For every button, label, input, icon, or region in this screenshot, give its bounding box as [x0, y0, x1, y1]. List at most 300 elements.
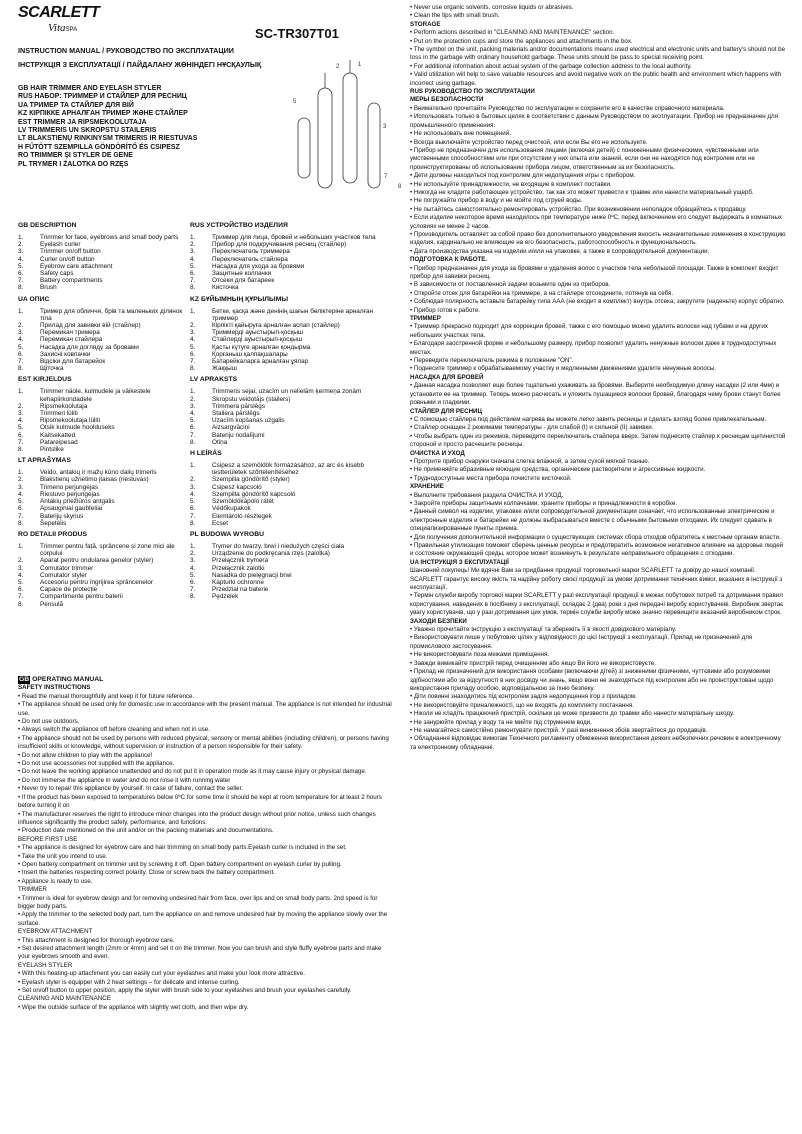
item-number: 6. [18, 431, 24, 439]
description-item [18, 417, 190, 424]
item-number: 2. [190, 395, 196, 403]
description-item [190, 241, 390, 248]
description-item [18, 579, 190, 586]
description-item [190, 498, 390, 505]
description-item [18, 424, 190, 431]
description-item [18, 248, 190, 255]
svg-text:1: 1 [358, 62, 362, 68]
description-item [190, 308, 390, 322]
item-number: 4. [18, 490, 24, 498]
item-text: Baterijų skyrius [40, 512, 84, 520]
item-text: Przełącznik trymera [212, 557, 269, 565]
item-text: Pensulă [40, 600, 64, 608]
manual-line: UA ІНСТРУКЦІЯ З ЕКСПЛУАТАЦІЇ [410, 558, 509, 566]
item-number: 6. [190, 424, 196, 432]
manual-line: • Valid utilization will help to save valuable resources and avoid negative work on the public health and environment which happens with incorrect using garbage. [410, 71, 782, 87]
description-item [18, 572, 190, 579]
description-item [190, 572, 390, 579]
manual-line: • Ніколи не кладіть працюючий пристрій, оскільки це може призвести до травми або нанести матеріальну шкоду. [410, 710, 735, 718]
item-number: 8. [190, 593, 196, 601]
product-name: LV TRIMMERIS UN SKROPSTU STAILERIS [18, 127, 157, 135]
svg-text:7: 7 [384, 174, 388, 180]
manual-line: • Set desired attachment length (2mm or 4mm) and set it on the trimmer. Now you can brush and style fluffy eyebrow parts and make your eyebrows smooth and even. [18, 945, 382, 961]
item-number: 1. [18, 469, 24, 477]
gb-badge: GB [19, 676, 30, 683]
description-section [190, 376, 390, 446]
section-title: RO DETALII PRODUS [18, 530, 87, 538]
svg-text:2: 2 [336, 64, 340, 70]
product-name: EST TRIMMER JA RIPSMEKOOLUTAJA [18, 118, 147, 126]
manual-line: • Прилад не призначений для використання особами (включаючи дітей) зі зниженими фізичними, чуттєвими або розумовими здібностями або за відсутності в них досвіду чи знань, якщо вони не знаходяться під контролем або не проінструктовані щодо використання приладу особою, відповідальною за їхню безпеку. [410, 668, 774, 692]
item-number: 2. [18, 557, 24, 565]
description-section [18, 457, 190, 527]
manual-line: • Trimmer is ideal for eyebrow design and for removing undesired hair from face, over lips and on small body parts. 2nd speed is for bigger body parts. [18, 894, 378, 910]
description-item [190, 579, 390, 586]
description-item [18, 520, 190, 527]
manual-line: • Чтобы выбрать один из режимов, переведите переключатель стайлера вверх. Затем поднесите стайлер к ресницам щетинистой стороной и просто расчешите ресницы. [410, 432, 786, 449]
right-column [410, 4, 786, 752]
item-text: Прилад для завивки вій (стайлер) [40, 322, 141, 330]
manual-line: • Прибор предназначен для ухода за бровями и удаления волос с участков тела небольшой площади. Также в комплект входит прибор для завивки ресниц. [410, 264, 779, 280]
manual-line: • Never try to repair this appliance by yourself. In case of failure, contact the seller. [18, 785, 244, 793]
description-item [18, 565, 190, 572]
model-number: SC-TR307T01 [255, 26, 339, 41]
item-text: Capace de protecție [40, 586, 98, 594]
item-number: 3. [18, 329, 24, 337]
description-item [18, 241, 190, 248]
item-text: Pintslike [40, 446, 64, 454]
description-item [190, 388, 390, 395]
description-section [190, 222, 390, 292]
item-number: 4. [190, 564, 196, 572]
item-text: Csipesz a szemöldök formázásához, az arc és kisebb testterületek szőrtelenítéséhez [212, 462, 365, 477]
item-text: Antakių priežiūros antgalis [40, 498, 115, 506]
item-number: 7. [18, 438, 24, 446]
description-item [18, 484, 190, 491]
description-item [18, 446, 190, 453]
manual-line: СТАЙЛЕР ДЛЯ РЕСНИЦ [410, 407, 483, 415]
item-text: Триммер для лица, бровей и небольших участков тела [212, 234, 376, 241]
item-text: Қасты күтуге арналған қондырма [212, 343, 311, 351]
description-item [18, 476, 190, 483]
item-number: 1. [190, 388, 196, 396]
brand-logo [18, 4, 99, 36]
manual-line: STORAGE [410, 20, 441, 28]
item-text: Przedział na baterie [212, 586, 269, 594]
item-number: 5. [18, 262, 24, 270]
section-title: LV APRAKSTS [190, 376, 238, 384]
item-number: 2. [18, 476, 24, 484]
manual-line: • Данный символ на изделии, упаковке и/или сопроводительной документации означает, что использованные электрические и электронные изделия и батарейки не должны выбрасываться вместе с обычными бытовыми отходами. Их следует сдавать в специализированные пункты приема. [410, 508, 775, 533]
manual-line: • Дата производства указана на изделии и/или на упаковке, а также в сопроводительной документации. [410, 247, 710, 255]
safety-heading: SAFETY INSTRUCTIONS [18, 684, 91, 692]
item-text: Захисні ковпачки [40, 350, 91, 358]
item-text: Szemöldökápoló rátét [212, 498, 274, 506]
item-text: Переключатель стайлера [212, 255, 288, 263]
item-number: 2. [190, 241, 196, 249]
item-text: Кисточка [212, 284, 239, 292]
manual-line: • Put on the protection cups and store the appliances and attachments in the box. [410, 37, 633, 45]
item-text: Переключатель триммера [212, 248, 290, 256]
item-text: Перемикач стайлера [40, 336, 103, 344]
item-text: Trimmer näole, kulmudele ja väikestele kehapiirkondadele [40, 388, 151, 403]
manual-line: • Благодаря заостренной форме и небольшому размеру, прибор позволит удалить ненужные волоски даже в труднодоступных местах. [410, 340, 777, 356]
item-number: 4. [190, 410, 196, 418]
manual-line: • Do not immerse the appliance in water and do not rinse it with running water [18, 776, 231, 784]
manual-line: • Insert the batteries respecting correct polarity. Close or screw back the battery compartment. [18, 869, 275, 877]
item-text: Trimmera pārslēgs [212, 402, 266, 410]
description-item [190, 256, 390, 263]
manual-line: • Не намагайтеся самостійно ремонтувати пристрій. У разі виникнення збоїв звертайтеся до продавців. [410, 726, 708, 734]
manual-line: • Переведите переключатель режима в положение "ON". [410, 357, 574, 365]
item-text: Trimerio perjungėjas [40, 483, 99, 491]
item-text: Kapturki ochronne [212, 578, 264, 586]
manual-line: • Read the manual thoroughfully and keep it for future reference. [18, 692, 195, 700]
item-number: 2. [18, 241, 24, 249]
item-number: 5. [18, 498, 24, 506]
item-number: 3. [18, 410, 24, 418]
description-item [18, 388, 190, 402]
item-text: Eyebrow care attachment [40, 262, 113, 270]
description-item [18, 344, 190, 351]
description-item [190, 432, 390, 439]
description-item [190, 365, 390, 372]
description-item [190, 513, 390, 520]
description-item [18, 270, 190, 277]
description-item [190, 424, 390, 431]
item-text: Szempilla göndörítő (styler) [212, 476, 290, 484]
item-number: 6. [18, 586, 24, 594]
description-item [190, 396, 390, 403]
manual-line: RUS РУКОВОДСТВО ПО ЭКСПЛУАТАЦИИ [410, 88, 535, 96]
item-text: Бетке, қасқа және денінің шағын бөліктеріне арналған триммер [212, 307, 373, 322]
description-item [190, 344, 390, 351]
item-number: 5. [190, 571, 196, 579]
manual-line: • If the product has been exposed to temperatures below 0ºC for some time it should be kept at room temperature for at least 2 hours before turning it on [18, 793, 382, 810]
description-item [18, 263, 190, 270]
manual-line: • Не використовувати поза межами приміщення. [410, 651, 550, 659]
item-number: 6. [190, 350, 196, 358]
item-text: Compartimente pentru baterii [40, 593, 123, 601]
manual-line: • Take the unit you intend to use. [18, 852, 108, 860]
manual-line: ТРИММЕР [410, 315, 441, 323]
item-number: 1. [18, 388, 24, 396]
item-text: Тример для обличчя, брів та маленьких ділянок тіла [40, 307, 183, 322]
product-name: KZ КІРПІККЕ АРНАЛҒАН ТРИМЕР ЖӘНЕ СТАЙЛЕР [18, 110, 188, 118]
item-number: 3. [18, 483, 24, 491]
manual-line: • Do not allow children to play with the appliance! [18, 751, 153, 759]
description-item [190, 263, 390, 270]
item-text: Szempilla göndörítő kapcsoló [212, 490, 296, 498]
item-text: Elemtároló részlegek [212, 512, 272, 520]
item-number: 6. [190, 270, 196, 278]
item-text: Bateriju nodalījumi [212, 431, 265, 439]
description-item [18, 498, 190, 505]
description-item [18, 403, 190, 410]
description-item [190, 565, 390, 572]
description-item [190, 476, 390, 483]
manual-line: • Прибор готов к работе. [410, 306, 481, 314]
title-line: ІНСТРУКЦІЯ З ЕКСПЛУАТАЦІЇ / ПАЙДАЛАНУ ЖӨНІНДЕГІ НҰСҚАУЛЫҚ [18, 60, 262, 69]
item-number: 4. [18, 336, 24, 344]
item-number: 7. [190, 277, 196, 285]
manual-line: • Не использовать вне помещений. [410, 130, 511, 138]
product-name: RO TRIMMER ŞI STYLER DE GENE [18, 152, 133, 160]
product-illustration [288, 58, 413, 208]
manual-line: • The appliance should be used only for domestic use in accordance with the present manual. The appliance is not intended for industrial use. [18, 701, 392, 717]
manual-line: • Do not use outdoors. [18, 718, 80, 726]
gb-operating-manual [18, 676, 394, 1012]
description-item [190, 484, 390, 491]
item-text: Відсіки для батарейок [40, 358, 106, 366]
gb-manual-header [18, 676, 394, 684]
item-number: 4. [190, 490, 196, 498]
item-text: Apsauginiai gaubteliai [40, 505, 103, 513]
manual-line: CLEANING AND MAINTENANCE [18, 995, 111, 1003]
description-item [190, 336, 390, 343]
item-text: Riestuvo perjungėjas [40, 490, 100, 498]
description-item [18, 234, 190, 241]
item-text: Перемикач тримера [40, 329, 100, 337]
item-text: Защитные колпачки [212, 270, 272, 278]
item-number: 3. [18, 564, 24, 572]
manual-line: • Использовать только в бытовых целях в соответствии с данным Руководством по эксплуатации. Прибор не предназначен для промышленного применения. [410, 113, 778, 129]
item-number: 8. [190, 365, 196, 373]
description-item [18, 513, 190, 520]
item-text: Comutator trimmer [40, 564, 94, 572]
manual-line: • Never use organic solvents, corrosive liquids or abrasives. [410, 4, 574, 11]
description-section [18, 222, 190, 292]
item-number: 2. [190, 550, 196, 558]
description-item [18, 284, 190, 291]
description-item [190, 351, 390, 358]
description-item [18, 593, 190, 600]
item-number: 5. [190, 417, 196, 425]
description-item [190, 491, 390, 498]
description-item [18, 308, 190, 322]
description-section [18, 376, 190, 453]
description-item [190, 284, 390, 291]
manual-line: • Eyelash styler is equipper with 2 heat settings – for delicate and intense curling. [18, 978, 240, 986]
description-item [190, 277, 390, 284]
manual-line: • Никогда не кладите работающее устройство, так как это может привести к травме или нанести материальный ущерб. [410, 188, 754, 196]
svg-text:3: 3 [383, 124, 387, 130]
manual-line: НАСАДКА ДЛЯ БРОВЕЙ [410, 373, 484, 381]
manual-line: • Выполните требования раздела ОЧИСТКА И УХОД. [410, 491, 564, 499]
manual-line: • Always switch the appliance off before cleaning and when not in use. [18, 726, 210, 734]
item-number: 2. [190, 322, 196, 330]
product-name: RUS НАБОР: ТРИММЕР И СТАЙЛЕР ДЛЯ РЕСНИЦ [18, 93, 187, 101]
logo-brand: SCARLETT [18, 4, 100, 21]
item-text: Kaitsekatted [40, 431, 76, 439]
item-text: Aparat pentru ondularea genelor (styler) [40, 557, 154, 565]
item-text: Patareipesad [40, 438, 78, 446]
manual-line: ОЧИСТКА И УХОД [410, 449, 465, 457]
item-text: Safety caps [40, 270, 74, 278]
item-number: 1. [18, 307, 24, 315]
section-title: RUS УСТРОЙСТВО ИЗДЕЛИЯ [190, 222, 288, 229]
section-title: EST KIRJELDUS [18, 376, 72, 384]
item-number: 7. [18, 277, 24, 285]
manual-line: МЕРЫ БЕЗОПАСНОСТИ [410, 96, 484, 104]
description-item [18, 256, 190, 263]
description-item [190, 248, 390, 255]
item-text: Trimmeris sejai, uzacīm un nelielām ķermeņa zonām [212, 388, 362, 396]
item-number: 3. [190, 402, 196, 410]
manual-line: • Обладнання відповідає вимогам Технічного регламенту обмеження використання деяких небезпечних речовин в електричному та електронному обладнанні. [410, 735, 781, 751]
item-number: 8. [18, 284, 24, 292]
manual-line: • Perform actions described in "CLEANING AND MAINTENANCE" section. [410, 29, 615, 37]
item-text: Przełącznik zalotki [212, 564, 265, 572]
manual-line: • Соблюдая полярность вставьте батарейку типа ААА (не входит в комплект) внутрь отсека, закрутите (наденьте) корпус обратно. [410, 298, 785, 306]
item-text: Veido, antakių ir mažų kūno dalių trimeris [40, 469, 157, 477]
manual-line: • Данная насадка позволяет еще более тщательно ухаживать за бровями. Выберите необходимую длину насадки (2 или 4мм) и установите ее на триммер. Теперь можно расчесать и уложить пушащиеся волоски бровей, благодаря чему брови станут более ровными и гладкими. [410, 382, 781, 407]
manual-line: TRIMMER [18, 886, 47, 894]
description-section [190, 531, 390, 601]
item-number: 8. [18, 446, 24, 454]
manual-line: • Всегда выключайте устройство перед очисткой, или если Вы его не используете. [410, 138, 648, 146]
manual-line: EYELASH STYLER [18, 961, 73, 969]
item-text: Щіточка [40, 365, 64, 373]
item-text: Otsik kulmude hoolduseks [40, 424, 115, 432]
manual-line: • Не погружайте прибор в воду и не мойте под струей воды. [410, 197, 583, 205]
section-title: UA ОПИС [18, 295, 50, 303]
manual-line: • Завжди вимикайте пристрій перед очищенням або якщо Ви його не використовуєте. [410, 659, 656, 667]
manual-line: • Clean the tips with small brush. [410, 12, 500, 20]
item-text: Жаққыш [212, 365, 237, 373]
description-item [190, 439, 390, 446]
description-item [18, 469, 190, 476]
product-name: PL TRYMER I ŻALOTKA DO RZĘS [18, 160, 129, 168]
item-text: Battery compartments [40, 277, 103, 285]
item-text: Pędzelek [212, 593, 239, 601]
title-line: INSTRUCTION MANUAL / РУКОВОДСТВО ПО ЭКСПЛУАТАЦИИ [18, 46, 234, 55]
item-text: Отсеки для батареек [212, 277, 275, 285]
item-number: 5. [18, 424, 24, 432]
item-text: Comutator styler [40, 571, 87, 579]
item-text: Védőkupakok [212, 505, 251, 513]
item-text: Trimmer for face, eyebrows and small body parts [40, 234, 179, 241]
item-number: 1. [190, 234, 196, 241]
manual-line: • Використовувати лише у побутових цілях у відповідності до цієї Інструкції з експлуатації. Прилад не призначений для промислового застосування. [410, 634, 753, 650]
manual-line: • Не используйте принадлежности, не входящие в комплект поставки. [410, 180, 612, 188]
logo-spa: SPA [65, 27, 78, 33]
manual-line: • With this heating-up attachment you can easily curl your eyelashes and make your look more attractive. [18, 970, 305, 978]
manual-line: • Откройте отсек для батарейки на триммере, а на стайлере отсоедините, потянув на себя. [410, 289, 674, 297]
item-number: 1. [190, 462, 196, 470]
manual-line: • Стайлер оснащен 2 режимами температуры - для слабой (I) и сильной (II) завивки. [410, 424, 654, 432]
description-item [18, 557, 190, 564]
item-text: Blakstienų užriėtimo įtaisas (riestuvas) [40, 476, 149, 484]
manual-line: • С помощью стайлера под действием нагрева вы можете легко завить ресницы и сделать взгляд более привлекательным. [410, 415, 767, 423]
manual-line: • Если изделие некоторое время находилось при температуре ниже 0ºC, перед включением его следует выдержать в комнатных условиях не менее 2 часов. [410, 214, 783, 230]
item-number: 1. [190, 542, 196, 550]
item-text: Кірпікті қайыруға арналған аспап (стайлер) [212, 322, 340, 330]
product-name: LT BLAKSTIENŲ RINKINYSM TRIMERIS IR RIESTUVAS [18, 135, 198, 143]
manual-line: • Appliance is ready to use. [18, 877, 93, 885]
description-item [18, 543, 190, 557]
item-number: 6. [18, 270, 24, 278]
manual-line: • The appliance should not be used by persons with reduced physical, sensory or mental abilities (including children), or persons having insufficient skills or knowledge, without supervision or instruction of a person responsible for their safety. [18, 734, 389, 751]
item-number: 5. [190, 343, 196, 351]
description-section [18, 296, 190, 373]
item-number: 6. [190, 505, 196, 513]
item-text: Nasadka do pielęgnacji brwi [212, 571, 292, 579]
item-text: Ripsmekoolutaja [40, 402, 88, 410]
description-item [18, 277, 190, 284]
item-text: Trimmeri lüliti [40, 410, 78, 418]
product-name: H FŰTÖTT SZEMPILLA GÖNDÖRÍTŐ ÉS CSIPESZ [18, 143, 180, 151]
description-item [190, 550, 390, 557]
manual-line: • Дети должны находиться под контролем для недопущения игры с прибором. [410, 172, 636, 180]
item-number: 8. [18, 519, 24, 527]
description-item [18, 505, 190, 512]
description-item [190, 557, 390, 564]
manual-line: • Внимательно прочитайте Руководство по эксплуатации и сохраните его в качестве справочного материала. [410, 104, 725, 112]
description-item [18, 439, 190, 446]
description-item [18, 410, 190, 417]
description-item [190, 417, 390, 424]
item-number: 7. [18, 593, 24, 601]
manual-line: • В зависимости от поставленной задачи возьмите один из приборов. [410, 281, 611, 289]
item-number: 5. [190, 262, 196, 270]
item-text: Csipesz kapcsoló [212, 483, 262, 491]
manual-line: • Для получения дополнительной информации о существующих системах сбора отходов обратитесь к местным органам власти. [410, 533, 781, 541]
item-text: Otiņa [212, 438, 228, 446]
manual-line: • This attachment is designed for thorough eyebrow care. [18, 936, 175, 944]
item-text: Brush [40, 284, 57, 292]
manual-line: • The manufacturer reserves the right to introduce minor changes into the product design without prior notice, unless such changes influence significantly the product safety, performance, and functions. [18, 810, 376, 826]
item-number: 3. [18, 248, 24, 256]
manual-line: Шановний покупець! Ми вдячні Вам за придбання продукції торговельної марки SCARLETT та довіру до нашої компанії. SCARLETT гарантує високу якість та надійну роботу своєї продукції за умови дотримання технічних вимог, вказаних в інструкції з експлуатації. [410, 567, 783, 592]
manual-line: • Термін служби виробу торгової марки SCARLETT у разі експлуатації продукції в межах побутових потреб та дотримання правил користування, наведених в посібнику з експлуатації, складає 2 (два) роки з дня передачі виробу користувачеві. Виробник звертає увагу користувачів, що у разі дотримання цих умов, термін служби виробу може значно перевищити вказаний виробником строк. [410, 592, 784, 617]
manual-line: • Не применяйте абразивные моющие средства, органические растворители и агрессивные жидкости. [410, 466, 706, 474]
item-text: Триммерді ауыстырып-қосқыш [212, 329, 304, 337]
description-item [190, 462, 390, 476]
item-number: 1. [18, 234, 24, 241]
manual-line: • Труднодоступные места прибора почистите кисточкой. [410, 474, 572, 482]
description-item [18, 336, 190, 343]
manual-line: • Production date mentioned on the unit and/or on the packing materials and documentations. [18, 827, 274, 835]
product-name: GB HAIR TRIMMER AND EYELASH STYLER [18, 85, 162, 92]
item-number: 5. [18, 578, 24, 586]
manual-line: ЗАХОДИ БЕЗПЕКИ [410, 617, 467, 625]
manual-line: • Apply the trimmer to the selected body part, turn the appliance on and remove undesired hair by moving the appliance slowly over the surface. [18, 911, 388, 927]
item-number: 8. [190, 438, 196, 446]
item-text: Urządzenie do podkręcania rzęs (zalotka) [212, 550, 330, 558]
item-text: Uzacīm kopšanas uzgalis [212, 417, 285, 425]
description-section [18, 531, 190, 608]
item-number: 4. [190, 336, 196, 344]
description-section [190, 296, 390, 373]
manual-line: • Do not use accessories not supplied with the appliance. [18, 760, 175, 768]
description-item [190, 410, 390, 417]
manual-line: ПОДГОТОВКА К РАБОТЕ. [410, 256, 488, 264]
manual-line: • Open battery compartment on trimmer unit by screwing it off. Open battery compartment on eyelash curler by pulling. [18, 860, 342, 868]
manual-line: ХРАНЕНИЕ [410, 483, 444, 491]
description-item [190, 586, 390, 593]
manual-line: • The symbol on the unit, packing materials and/or documentations means used electrical and electronic units and battery's should not be toss in the garbage with ordinary household garbage. These units should be pass to special receiving point. [410, 46, 786, 62]
section-title: GB DESCRIPTION [18, 222, 77, 229]
item-text: Accesoriu pentru îngrijirea sprâncenelor [40, 578, 153, 586]
item-number: 4. [18, 255, 24, 263]
manual-line: • Уважно прочитайте Інструкцію з експлуатації та збережіть її в якості довідкового матеріалу. [410, 626, 677, 634]
item-text: Eyelash curler [40, 241, 81, 249]
description-item [190, 520, 390, 527]
item-number: 1. [18, 542, 24, 550]
manual-line: • Правильная утилизация поможет сберечь ценные ресурсы и предотвратить возможное негативное влияние на здоровье людей и состояние окружающей среды, которое может возникнуть в результате неправильного обращения с отходами. [410, 542, 784, 558]
description-left [18, 222, 190, 612]
